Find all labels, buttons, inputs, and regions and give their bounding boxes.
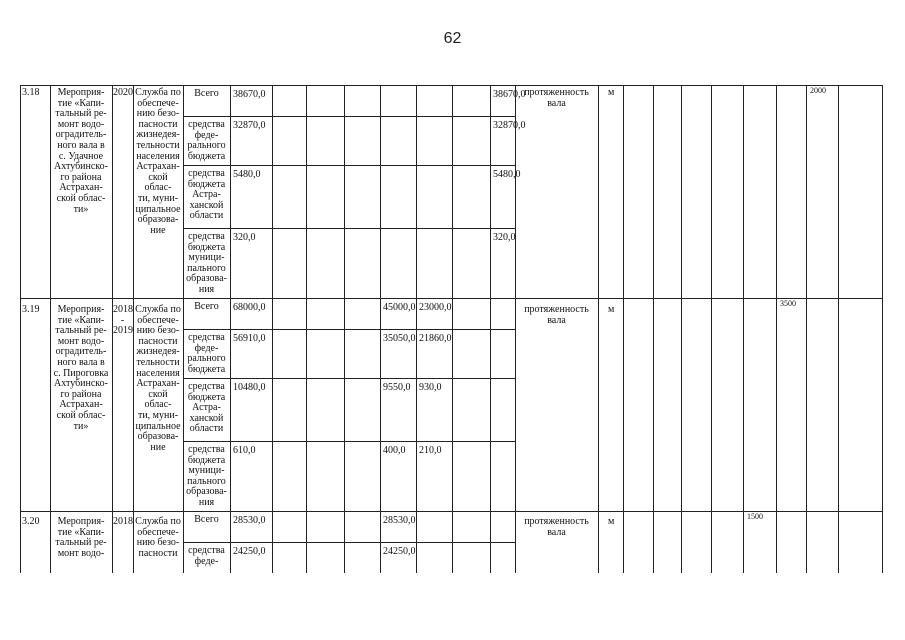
table-column-line: [623, 85, 624, 573]
amount-2019: 930,0: [419, 382, 442, 393]
source-row-line: [183, 165, 515, 166]
funding-source: средства бюджета Астра- ханской области: [187, 381, 226, 435]
indicator-target: 1500: [747, 512, 763, 521]
executor: Служба по обеспече- нию безо- пасности жизнедея- тельности населения Астрахан- ской облас- ти, муни- ципальное образова- ние: [135, 87, 181, 236]
amount-2018: 24250,0: [383, 546, 416, 557]
amount-2018: 400,0: [383, 445, 406, 456]
implementation-period: 2018: [113, 516, 133, 527]
amount-2020: 38670,0: [493, 89, 526, 100]
amount-2019: 23000,0: [419, 302, 452, 313]
implementation-period: 2018 - 2019: [113, 304, 133, 337]
table-column-line: [838, 85, 839, 573]
amount-2018: 45000,0: [383, 302, 416, 313]
total-amount: 10480,0: [233, 382, 266, 393]
table-column-line: [743, 85, 744, 573]
measure-name: Мероприя- тие «Капи- тальный ре- монт водо-: [55, 516, 107, 559]
funding-source: средства феде- рального бюджета: [187, 332, 226, 375]
indicator-unit: м: [608, 516, 615, 527]
table-column-line: [776, 85, 777, 573]
table-column-line: [711, 85, 712, 573]
funding-source: Всего: [194, 88, 219, 99]
implementation-period: 2020: [113, 87, 133, 98]
amount-2020: 32870,0: [493, 120, 526, 131]
indicator-target: 3500: [780, 299, 796, 308]
executor: Служба по обеспече- нию безо- пасности: [135, 516, 181, 559]
source-row-line: [183, 116, 515, 117]
funding-source: средства бюджета Астра- ханской области: [187, 168, 226, 222]
table-row-line: [20, 298, 882, 299]
total-amount: 5480,0: [233, 169, 261, 180]
total-amount: 320,0: [233, 232, 256, 243]
executor: Служба по обеспече- нию безо- пасности жизнедея- тельности населения Астрахан- ской облас- ти, муни- ципальное образова- ние: [135, 304, 181, 453]
table-column-line: [20, 85, 21, 573]
table-column-line: [681, 85, 682, 573]
amount-2018: 35050,0: [383, 333, 416, 344]
row-number: 3.19: [22, 304, 40, 315]
indicator-unit: м: [608, 304, 615, 315]
indicator-target: 2000: [810, 86, 826, 95]
indicator-name: протяженность вала: [524, 87, 589, 109]
table-column-line: [882, 85, 883, 573]
funding-source: Всего: [194, 514, 219, 525]
measure-name: Мероприя- тие «Капи- тальный ре- монт водо- оградитель- ного вала в с. Пироговка Ахтубинско- го района Астрахан- ской облас- ти»: [53, 304, 109, 432]
funding-source: Всего: [194, 301, 219, 312]
indicator-unit: м: [608, 87, 615, 98]
total-amount: 28530,0: [233, 515, 266, 526]
total-amount: 610,0: [233, 445, 256, 456]
amount-2019: 21860,0: [419, 333, 452, 344]
table-row-line: [20, 85, 882, 86]
total-amount: 56910,0: [233, 333, 266, 344]
table-column-line: [515, 85, 516, 573]
row-number: 3.20: [22, 516, 40, 527]
total-amount: 32870,0: [233, 120, 266, 131]
total-amount: 68000,0: [233, 302, 266, 313]
total-amount: 38670,0: [233, 89, 266, 100]
amount-2018: 9550,0: [383, 382, 411, 393]
amount-2020: 5480,0: [493, 169, 521, 180]
funding-source: средства феде-: [188, 545, 225, 567]
indicator-name: протяженность вала: [524, 304, 589, 326]
total-amount: 24250,0: [233, 546, 266, 557]
funding-source: средства феде- рального бюджета: [187, 119, 226, 162]
table-column-line: [653, 85, 654, 573]
source-row-line: [183, 441, 515, 442]
amount-2018: 28530,0: [383, 515, 416, 526]
indicator-name: протяженность вала: [524, 516, 589, 538]
amount-2019: 210,0: [419, 445, 442, 456]
table-column-line: [806, 85, 807, 573]
source-row-line: [183, 378, 515, 379]
funding-source: средства бюджета муници- пального образова- ния: [186, 231, 227, 295]
amount-2020: 320,0: [493, 232, 516, 243]
page-number: 62: [443, 30, 462, 47]
source-row-line: [183, 228, 515, 229]
source-row-line: [183, 329, 515, 330]
source-row-line: [183, 542, 515, 543]
funding-source: средства бюджета муници- пального образова- ния: [186, 444, 227, 508]
table-column-line: [598, 85, 599, 573]
measure-name: Мероприя- тие «Капи- тальный ре- монт водо- оградитель- ного вала в с. Удачное Ахтубинско- го района Астрахан- ской облас- ти»: [54, 87, 108, 215]
row-number: 3.18: [22, 87, 40, 98]
